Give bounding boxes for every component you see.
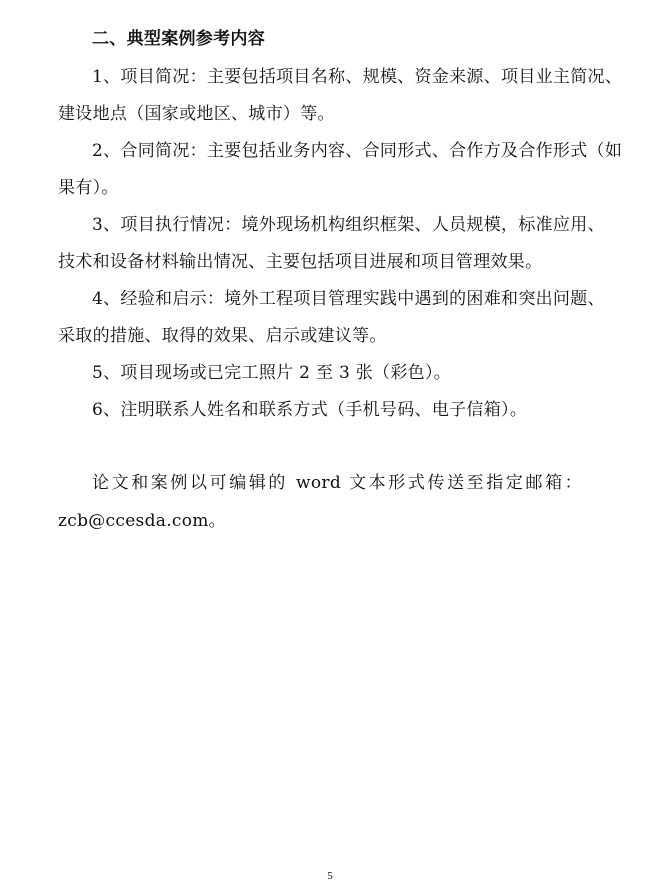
item-1-line-2: 建设地点（国家或地区、城市）等。: [58, 104, 335, 124]
item-4-line-2: 采取的措施、取得的效果、启示或建议等。: [58, 326, 387, 346]
section-heading: 二、典型案例参考内容: [92, 29, 265, 49]
item-3-line-2: 技术和设备材料输出情况、主要包括项目进展和项目管理效果。: [58, 252, 543, 272]
item-4-line-1: 4、经验和启示：境外工程项目管理实践中遇到的困难和突出问题、: [92, 289, 605, 309]
submission-email: zcb@ccesda.com。: [58, 511, 226, 531]
page-number: 5: [327, 870, 333, 882]
item-2-line-2: 果有）。: [58, 178, 119, 198]
item-2-line-1: 2、合同简况：主要包括业务内容、合同形式、合作方及合作形式（如: [92, 141, 623, 161]
item-1-line-1: 1、项目简况：主要包括项目名称、规模、资金来源、项目业主简况、: [92, 67, 623, 87]
submission-line-1: 论文和案例以可编辑的 word 文本形式传送至指定邮箱：: [92, 473, 582, 493]
item-5-line-1: 5、项目现场或已完工照片 2 至 3 张（彩色）。: [92, 363, 452, 383]
item-3-line-1: 3、项目执行情况：境外现场机构组织框架、人员规模，标准应用、: [92, 215, 605, 235]
item-6-line-1: 6、注明联系人姓名和联系方式（手机号码、电子信箱）。: [92, 400, 528, 420]
